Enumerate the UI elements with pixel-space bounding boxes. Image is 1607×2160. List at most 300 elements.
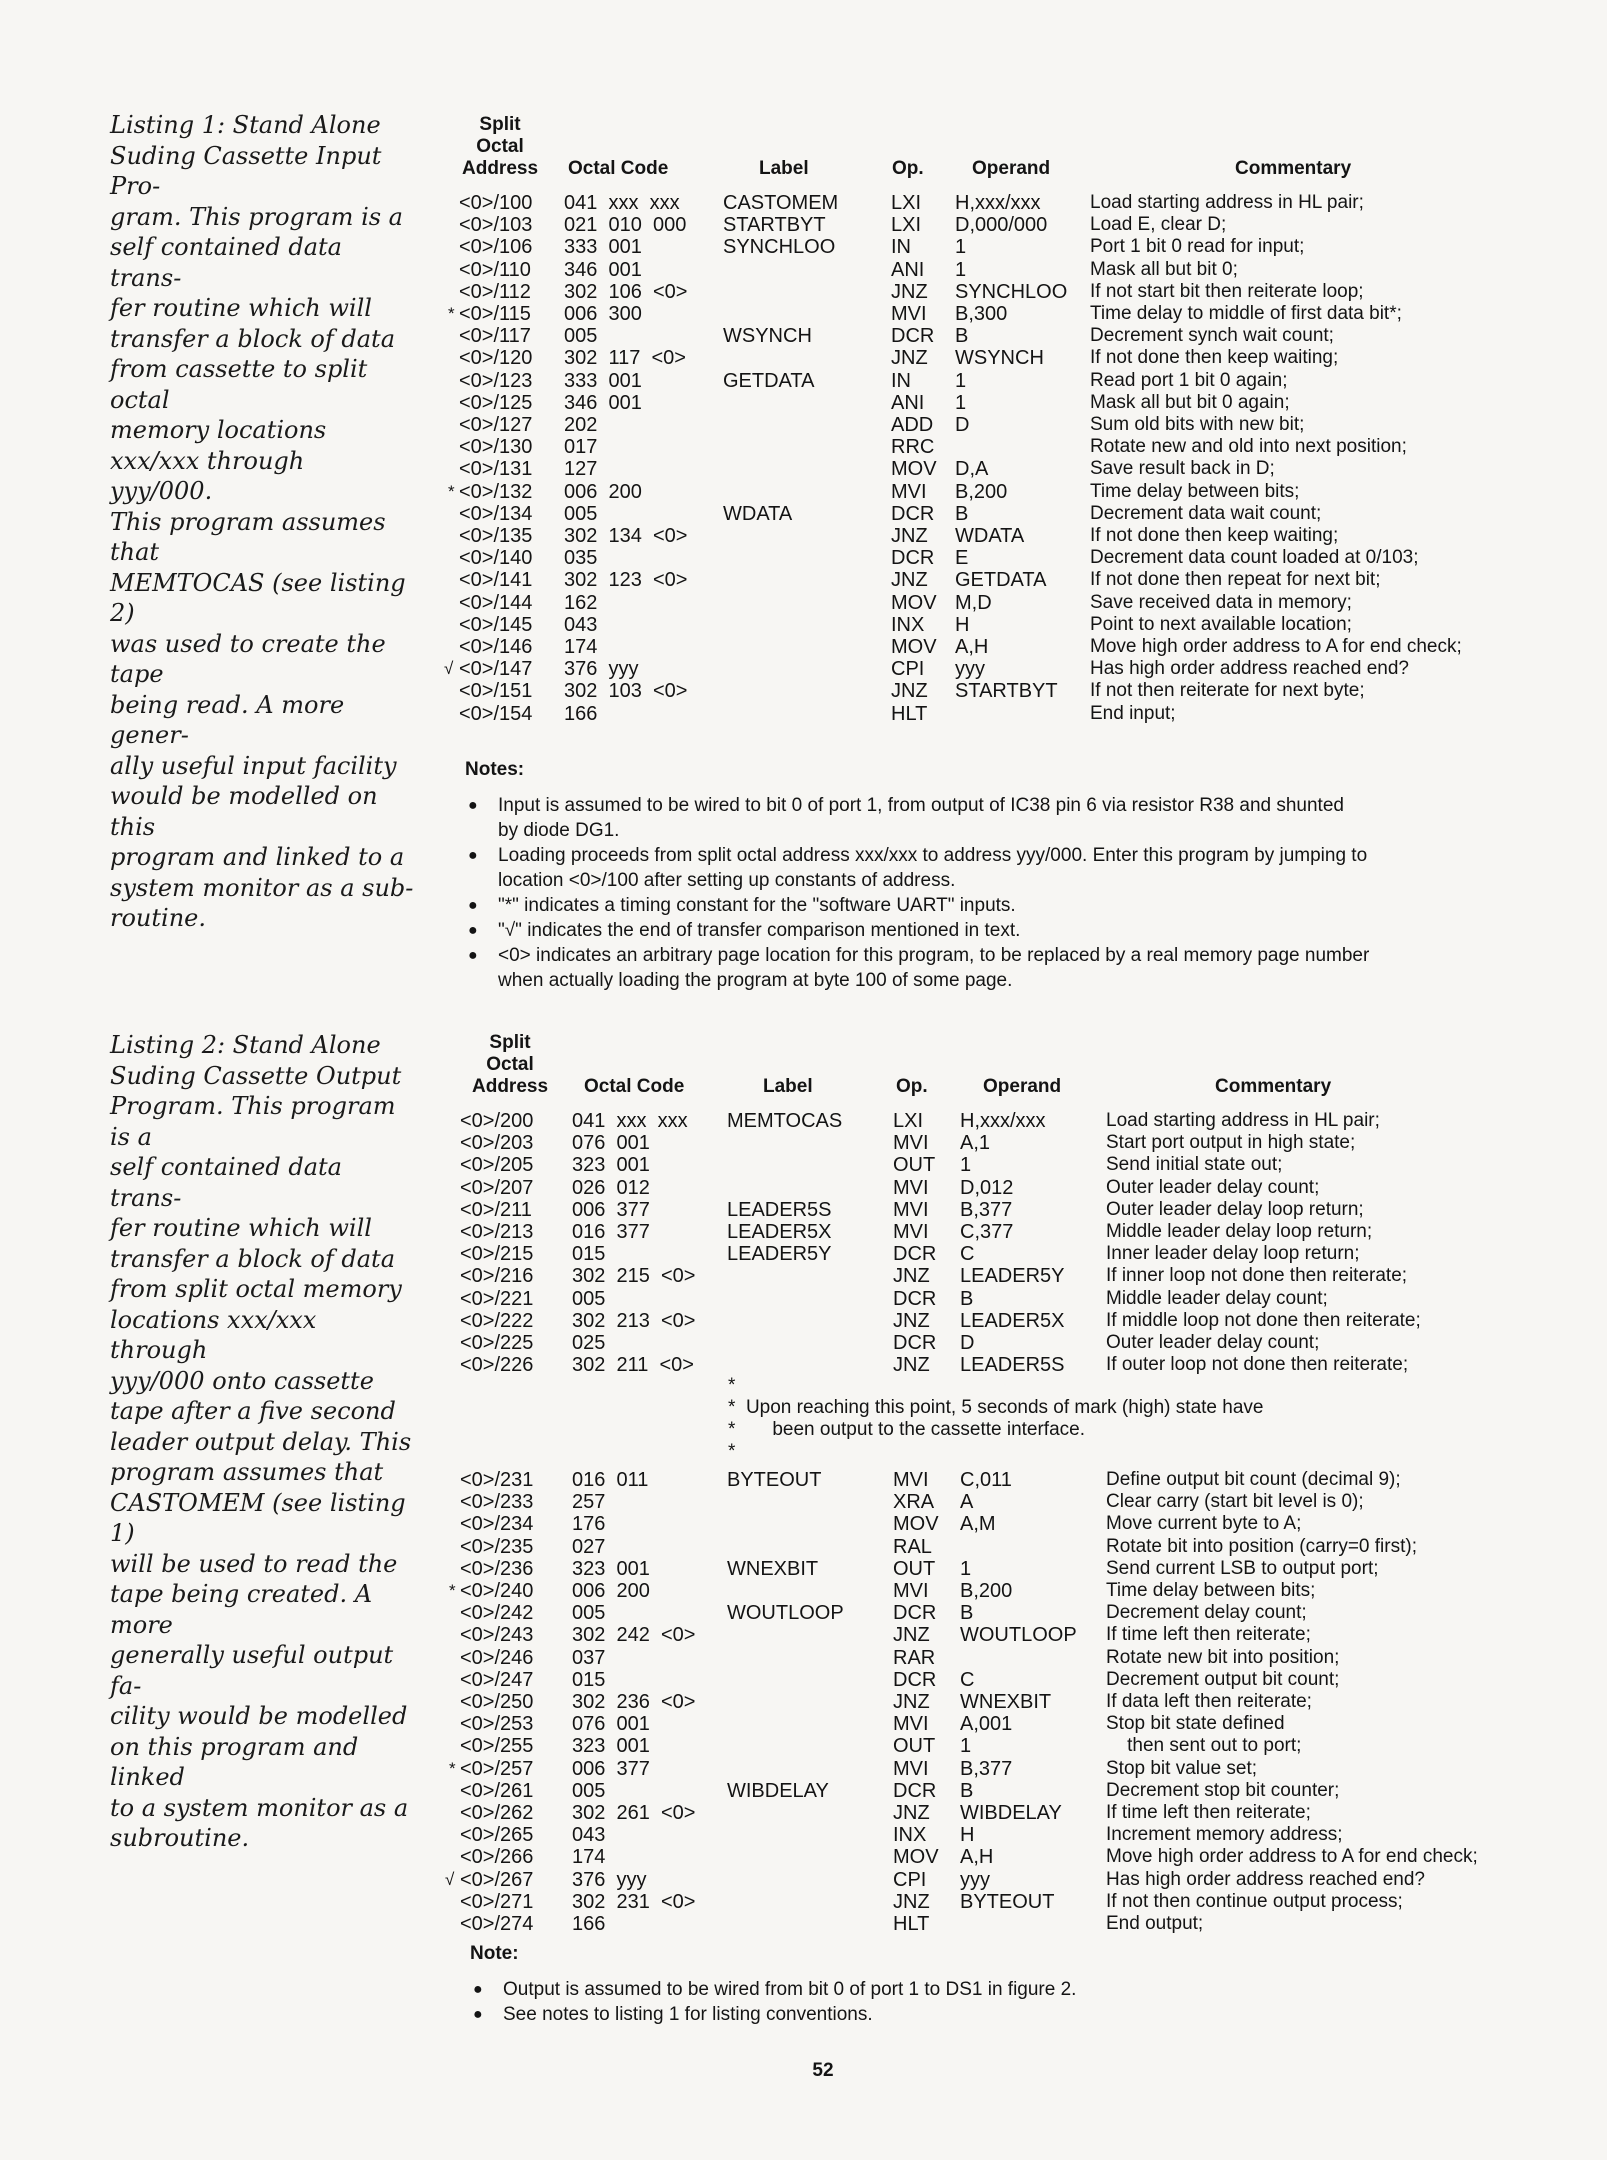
op-cell: MVI — [893, 1132, 929, 1155]
address-cell: <0>/226 — [460, 1354, 534, 1377]
note-text — [498, 843, 1367, 893]
commentary-cell: Move current byte to A; — [1106, 1513, 1302, 1535]
op-cell: DCR — [893, 1332, 937, 1354]
op-cell: JNZ — [891, 569, 928, 592]
bullet-icon: ● — [468, 897, 478, 914]
note-item — [473, 2002, 873, 2027]
address-cell: <0>/141 — [459, 569, 533, 592]
caption-line: was used to create the tape — [110, 629, 386, 688]
commentary-cell: End output; — [1106, 1913, 1204, 1934]
operand-cell: H,xxx/xxx — [960, 1110, 1046, 1132]
op-cell: OUT — [893, 1154, 936, 1177]
address-cell: <0>/240 — [460, 1580, 534, 1602]
octal-code-cell: 041 xxx xxx — [564, 192, 680, 214]
end-check-mark: √ — [444, 659, 454, 679]
address-cell: <0>/200 — [460, 1110, 534, 1132]
octal-code-cell: 302 211 <0> — [572, 1354, 694, 1377]
operand-cell: LEADER5S — [960, 1354, 1065, 1377]
operand-cell: C,377 — [960, 1221, 1014, 1243]
commentary-cell: If inner loop not done then reiterate; — [1106, 1265, 1408, 1287]
commentary-header: Commentary — [1235, 158, 1352, 179]
caption-line: Suding Cassette Input Pro- — [110, 141, 382, 200]
address-cell: <0>/132 — [459, 480, 533, 503]
commentary-cell: If not done then keep waiting; — [1090, 525, 1339, 546]
note-line: Loading proceeds from split octal address xxx/xxx to address yyy/000. Enter this program by jumping to — [498, 845, 1368, 866]
octal-code-cell: 166 — [572, 1913, 606, 1935]
op-cell: INX — [891, 613, 925, 636]
commentary-cell: Rotate bit into position (carry=0 first); — [1106, 1535, 1417, 1557]
label-cell: SYNCHLOO — [723, 236, 836, 259]
address-cell: <0>/261 — [460, 1779, 534, 1802]
operand-cell: WIBDELAY — [960, 1802, 1062, 1824]
address-cell: <0>/236 — [460, 1557, 534, 1580]
op-cell: HLT — [891, 702, 928, 725]
octal-code-cell: 015 — [572, 1243, 606, 1266]
octal-code-cell: 025 — [572, 1332, 606, 1354]
caption-line: on this program and linked — [110, 1732, 359, 1791]
op-cell: CPI — [893, 1868, 927, 1891]
bullet-icon: ● — [468, 922, 478, 939]
caption-line: Suding Cassette Output — [110, 1061, 402, 1090]
bullet-icon: ● — [468, 947, 478, 964]
op-cell: JNZ — [891, 525, 928, 547]
operand-cell: C,011 — [960, 1469, 1012, 1491]
caption-line: will be used to read the — [110, 1549, 398, 1578]
octal-code-cell: 006 200 — [564, 480, 642, 503]
op-cell: ANI — [891, 258, 925, 281]
address-cell: <0>/112 — [459, 280, 531, 303]
label-cell: WSYNCH — [723, 325, 812, 348]
op-cell: MVI — [893, 1469, 929, 1491]
address-cell: <0>/106 — [459, 236, 533, 259]
address-cell: <0>/246 — [460, 1646, 534, 1669]
op-cell: JNZ — [893, 1354, 930, 1377]
commentary-cell: Has high order address reached end? — [1090, 658, 1409, 680]
caption-line: tape being created. A more — [110, 1580, 373, 1639]
octal-code-cell: 006 200 — [572, 1580, 650, 1602]
op-cell: DCR — [891, 547, 935, 570]
label-cell: MEMTOCAS — [727, 1110, 843, 1132]
address-cell: <0>/131 — [459, 458, 533, 481]
operand-cell: 1 — [955, 258, 967, 281]
label-cell: WNEXBIT — [727, 1557, 819, 1580]
octal-code-cell: 005 — [564, 325, 598, 348]
interlude-line: * Upon reaching this point, 5 seconds of mark (high) state have — [728, 1397, 1264, 1418]
address-header-line: Split — [479, 114, 521, 135]
octal-code-cell: 302 117 <0> — [564, 347, 686, 370]
address-cell: <0>/255 — [460, 1735, 534, 1758]
operand-cell: 1 — [955, 236, 967, 259]
octal-code-cell: 006 300 — [564, 303, 642, 325]
address-cell: <0>/145 — [459, 613, 533, 636]
caption-line: tape after a five second — [110, 1397, 396, 1425]
operand-cell: B,200 — [960, 1580, 1013, 1602]
commentary-cell: Inner leader delay loop return; — [1106, 1243, 1360, 1265]
operand-cell: A,H — [955, 636, 989, 658]
operand-cell: WOUTLOOP — [960, 1624, 1077, 1647]
caption-line: yyy/000 onto cassette — [110, 1366, 374, 1395]
caption-line: leader output delay. This — [110, 1427, 412, 1456]
note-line: "*" indicates a timing constant for the "software UART" inputs. — [498, 895, 1016, 916]
operand-header: Operand — [972, 158, 1051, 179]
address-cell: <0>/147 — [459, 658, 533, 681]
note-text — [498, 943, 1369, 993]
label-cell: WOUTLOOP — [727, 1602, 844, 1625]
operand-cell: D — [955, 414, 970, 436]
bullet-icon: ● — [473, 2006, 483, 2023]
commentary-cell: Mask all but bit 0; — [1090, 258, 1238, 280]
op-cell: IN — [891, 236, 911, 259]
octal-code-cell: 323 001 — [572, 1557, 650, 1580]
octal-code-cell: 302 242 <0> — [572, 1624, 696, 1647]
octal-code-cell: 376 yyy — [572, 1868, 647, 1891]
address-cell: <0>/216 — [460, 1265, 534, 1288]
note-text — [503, 1977, 1076, 2002]
octal-code-cell: 302 231 <0> — [572, 1890, 696, 1913]
operand-cell: M,D — [955, 591, 992, 614]
op-cell: DCR — [891, 502, 935, 525]
commentary-cell: If not start bit then reiterate loop; — [1090, 280, 1364, 302]
commentary-cell: Send current LSB to output port; — [1106, 1557, 1379, 1579]
interlude-line: * — [728, 1375, 736, 1396]
operand-cell: A,M — [960, 1513, 996, 1536]
address-cell: <0>/215 — [460, 1243, 534, 1266]
octal-code-cell: 174 — [564, 636, 598, 658]
note-line: Input is assumed to be wired to bit 0 of port 1, from output of IC38 pin 6 via resistor R38 and shunted — [498, 795, 1344, 816]
commentary-cell: Save result back in D; — [1090, 458, 1275, 480]
octal-code-cell: 027 — [572, 1535, 606, 1558]
commentary-cell: Outer leader delay loop return; — [1106, 1198, 1364, 1220]
octal-code-cell: 037 — [572, 1646, 606, 1669]
caption-line: transfer a block of data — [110, 324, 396, 353]
address-cell: <0>/103 — [459, 214, 533, 237]
timing-constant-mark: * — [449, 1581, 456, 1600]
interlude-line: * — [728, 1441, 736, 1462]
op-cell: JNZ — [893, 1691, 930, 1713]
address-header — [462, 114, 538, 180]
label-cell: BYTEOUT — [727, 1469, 822, 1491]
octal-code-cell: 174 — [572, 1846, 606, 1869]
note-item — [473, 1977, 1077, 2002]
commentary-cell: Move high order address to A for end check; — [1090, 636, 1462, 657]
octal-code-cell: 076 001 — [572, 1132, 650, 1155]
op-cell: LXI — [893, 1110, 924, 1132]
commentary-cell: Load starting address in HL pair; — [1106, 1110, 1380, 1131]
octal-code-cell: 006 377 — [572, 1198, 650, 1221]
note-line: "√" indicates the end of transfer comparison mentioned in text. — [498, 920, 1021, 941]
address-header-line: Address — [472, 1076, 549, 1097]
operand-cell: H — [955, 613, 970, 636]
op-cell: INX — [893, 1824, 927, 1847]
op-cell: JNZ — [891, 280, 928, 303]
commentary-cell: Time delay between bits; — [1106, 1580, 1316, 1601]
commentary-cell: If not done then repeat for next bit; — [1090, 569, 1381, 591]
op-cell: DCR — [893, 1668, 937, 1691]
octal-code-cell: 127 — [564, 458, 598, 481]
octal-code-cell: 005 — [572, 1602, 606, 1625]
note-item — [468, 843, 1368, 893]
label-cell: LEADER5Y — [727, 1243, 832, 1266]
address-header-line: Octal — [476, 136, 524, 157]
commentary-cell: Middle leader delay count; — [1106, 1287, 1328, 1309]
listing-1-caption — [110, 110, 414, 934]
caption-line: from split octal memory — [110, 1275, 402, 1303]
address-cell: <0>/247 — [460, 1668, 534, 1691]
op-cell: CPI — [891, 658, 925, 681]
octal-code-cell: 021 010 000 — [564, 214, 687, 237]
operand-cell: STARTBYT — [955, 680, 1058, 703]
octal-code-cell: 166 — [564, 702, 598, 725]
op-cell: ADD — [891, 414, 934, 436]
operand-cell: B — [960, 1602, 974, 1625]
label-cell: WIBDELAY — [727, 1779, 829, 1802]
caption-line: would be modelled on this — [110, 782, 378, 841]
commentary-cell: Time delay to middle of first data bit*; — [1090, 303, 1402, 324]
address-cell: <0>/265 — [460, 1824, 534, 1847]
commentary-cell: Decrement output bit count; — [1106, 1668, 1340, 1690]
caption-line: locations xxx/xxx through — [110, 1305, 317, 1364]
octal-code-cell: 016 011 — [572, 1469, 649, 1491]
operand-cell: LEADER5Y — [960, 1265, 1065, 1288]
label-cell: WDATA — [723, 502, 793, 525]
caption-line: transfer a block of data — [110, 1244, 396, 1273]
note-line: location <0>/100 after setting up constants of address. — [498, 870, 956, 891]
operand-cell: 1 — [960, 1735, 972, 1758]
address-cell: <0>/207 — [460, 1176, 534, 1199]
caption-line: subroutine. — [110, 1824, 250, 1852]
address-cell: <0>/154 — [459, 702, 533, 725]
address-cell: <0>/100 — [459, 192, 533, 214]
address-cell: <0>/222 — [460, 1309, 534, 1332]
commentary-cell: Port 1 bit 0 read for input; — [1090, 236, 1305, 258]
octal-code-cell: 333 001 — [564, 236, 642, 259]
commentary-cell: Load E, clear D; — [1090, 214, 1227, 236]
address-cell: <0>/151 — [459, 680, 533, 703]
commentary-cell: Time delay between bits; — [1090, 480, 1300, 502]
op-cell: MVI — [891, 303, 927, 325]
operand-cell: B — [955, 502, 969, 525]
address-cell: <0>/242 — [460, 1602, 534, 1625]
commentary-cell: Point to next available location; — [1090, 613, 1352, 635]
address-cell: <0>/125 — [459, 391, 533, 414]
octal-code-cell: 376 yyy — [564, 658, 639, 681]
op-cell: JNZ — [893, 1624, 930, 1647]
label-cell: LEADER5X — [727, 1221, 832, 1243]
address-cell: <0>/250 — [460, 1691, 534, 1713]
caption-line: Listing 1: Stand Alone — [110, 111, 381, 139]
operand-cell: B — [960, 1287, 974, 1310]
operand-cell: C — [960, 1668, 975, 1691]
operand-cell: B,200 — [955, 480, 1008, 503]
commentary-cell: Save received data in memory; — [1090, 591, 1352, 613]
address-cell: <0>/115 — [459, 303, 531, 325]
note-line: by diode DG1. — [498, 820, 620, 841]
label-cell: STARTBYT — [723, 214, 826, 237]
op-cell: LXI — [891, 214, 922, 237]
octal-code-cell: 257 — [572, 1491, 606, 1514]
address-cell: <0>/130 — [459, 436, 533, 459]
operand-cell: 1 — [955, 391, 967, 414]
octal-code-cell: 006 377 — [572, 1757, 650, 1780]
address-cell: <0>/127 — [459, 414, 533, 436]
commentary-cell: Load starting address in HL pair; — [1090, 192, 1364, 213]
commentary-cell: Decrement stop bit counter; — [1106, 1779, 1340, 1801]
bullet-icon: ● — [468, 847, 478, 864]
label-header: Label — [763, 1076, 813, 1097]
caption-line: fer routine which will — [110, 1214, 372, 1242]
op-cell: JNZ — [893, 1890, 930, 1913]
commentary-cell: If not then continue output process; — [1106, 1890, 1403, 1912]
note-text — [498, 893, 1016, 918]
caption-line: to a system monitor as a — [110, 1793, 409, 1822]
note-line: See notes to listing 1 for listing conventions. — [503, 2004, 873, 2025]
commentary-cell: Read port 1 bit 0 again; — [1090, 369, 1288, 391]
commentary-cell: Rotate new bit into position; — [1106, 1646, 1340, 1668]
commentary-cell: Has high order address reached end? — [1106, 1868, 1425, 1890]
op-header: Op. — [892, 158, 924, 179]
address-cell: <0>/267 — [460, 1868, 534, 1891]
op-cell: IN — [891, 369, 911, 392]
operand-cell: A,001 — [960, 1713, 1013, 1736]
octal-code-cell: 162 — [564, 591, 598, 614]
commentary-cell: Stop bit value set; — [1106, 1757, 1258, 1779]
operand-cell: 1 — [960, 1557, 972, 1580]
op-cell: DCR — [893, 1243, 937, 1266]
operand-cell: B — [960, 1779, 974, 1802]
note-text — [503, 2002, 873, 2027]
octal-code-cell: 302 236 <0> — [572, 1691, 696, 1713]
address-cell: <0>/234 — [460, 1513, 534, 1536]
address-cell: <0>/120 — [459, 347, 533, 370]
octal-code-cell: 043 — [564, 613, 598, 636]
octal-code-cell: 202 — [564, 414, 598, 436]
op-cell: MVI — [893, 1221, 929, 1243]
commentary-cell: Sum old bits with new bit; — [1090, 414, 1305, 435]
op-cell: JNZ — [893, 1265, 930, 1288]
op-cell: MOV — [893, 1846, 939, 1869]
commentary-cell: If not then reiterate for next byte; — [1090, 680, 1365, 702]
operand-cell: GETDATA — [955, 569, 1047, 592]
caption-line: system monitor as a sub- — [110, 873, 414, 902]
octal-code-cell: 302 213 <0> — [572, 1309, 696, 1332]
octal-code-cell: 323 001 — [572, 1735, 650, 1758]
note-line: Output is assumed to be wired from bit 0 of port 1 to DS1 in figure 2. — [503, 1979, 1077, 2000]
commentary-cell: Stop bit state defined — [1106, 1713, 1285, 1735]
commentary-cell: Move high order address to A for end check; — [1106, 1846, 1478, 1868]
listing-2-notes-title: Note: — [470, 1943, 519, 1964]
caption-line: being read. A more gener- — [110, 690, 345, 749]
op-cell: OUT — [893, 1735, 936, 1758]
caption-line: Program. This program is a — [110, 1092, 396, 1151]
op-cell: JNZ — [893, 1802, 930, 1824]
commentary-cell: Decrement data wait count; — [1090, 502, 1322, 524]
commentary-cell: Decrement synch wait count; — [1090, 325, 1334, 347]
octal-code-header: Octal Code — [568, 158, 669, 179]
address-cell: <0>/266 — [460, 1846, 534, 1869]
operand-cell: H — [960, 1824, 975, 1847]
octal-code-cell: 005 — [564, 502, 598, 525]
address-cell: <0>/271 — [460, 1890, 534, 1913]
operand-cell: A,H — [960, 1846, 994, 1869]
op-cell: JNZ — [891, 347, 928, 370]
commentary-cell: Send initial state out; — [1106, 1154, 1283, 1176]
timing-constant-mark: * — [448, 304, 455, 323]
commentary-cell: Middle leader delay loop return; — [1106, 1221, 1373, 1242]
commentary-cell: Decrement data count loaded at 0/103; — [1090, 547, 1419, 569]
address-cell: <0>/211 — [460, 1198, 532, 1221]
octal-code-cell: 041 xxx xxx — [572, 1110, 688, 1132]
end-check-mark: √ — [445, 1869, 455, 1889]
operand-cell: yyy — [960, 1868, 990, 1891]
address-cell: <0>/243 — [460, 1624, 534, 1647]
caption-line: self contained data trans- — [110, 1153, 342, 1212]
operand-cell: D,000/000 — [955, 214, 1048, 237]
octal-code-cell: 176 — [572, 1513, 606, 1536]
commentary-cell: If outer loop not done then reiterate; — [1106, 1354, 1409, 1376]
listing-2-caption — [110, 1030, 414, 1854]
commentary-cell: If time left then reiterate; — [1106, 1624, 1311, 1646]
operand-cell: D,A — [955, 458, 989, 481]
note-item — [468, 893, 1016, 918]
op-cell: DCR — [893, 1602, 937, 1625]
caption-line: CASTOMEM (see listing 1) — [110, 1488, 406, 1547]
operand-cell: WNEXBIT — [960, 1691, 1052, 1713]
note-line: when actually loading the program at byte 100 of some page. — [498, 970, 1013, 991]
operand-cell: B — [955, 325, 969, 348]
address-cell: <0>/123 — [459, 369, 533, 392]
octal-code-cell: 333 001 — [564, 369, 642, 392]
commentary-cell: Clear carry (start bit level is 0); — [1106, 1491, 1364, 1513]
address-cell: <0>/134 — [459, 502, 533, 525]
op-cell: DCR — [893, 1779, 937, 1802]
octal-code-cell: 323 001 — [572, 1154, 650, 1177]
caption-line: program assumes that — [110, 1458, 384, 1486]
op-cell: DCR — [891, 325, 935, 348]
commentary-cell: If data left then reiterate; — [1106, 1691, 1312, 1712]
octal-code-header: Octal Code — [584, 1076, 685, 1097]
caption-line: Listing 2: Stand Alone — [110, 1031, 381, 1059]
caption-line: generally useful output fa- — [110, 1641, 394, 1700]
address-cell: <0>/221 — [460, 1287, 534, 1310]
label-cell: CASTOMEM — [723, 192, 839, 214]
commentary-cell: Outer leader delay count; — [1106, 1176, 1320, 1198]
address-cell: <0>/146 — [459, 636, 533, 658]
commentary-cell: If not done then keep waiting; — [1090, 347, 1339, 369]
op-cell: LXI — [891, 192, 922, 214]
address-cell: <0>/117 — [459, 325, 531, 348]
interlude-line: * been output to the cassette interface. — [728, 1419, 1086, 1440]
note-item — [468, 918, 1021, 943]
caption-line: cility would be modelled — [110, 1702, 408, 1730]
caption-line: xxx/xxx through yyy/000. — [110, 446, 305, 505]
op-cell: MOV — [891, 636, 937, 658]
address-cell: <0>/144 — [459, 591, 533, 614]
operand-cell: B,377 — [960, 1198, 1013, 1221]
op-cell: RAL — [893, 1535, 932, 1558]
caption-line: routine. — [110, 904, 206, 932]
octal-code-cell: 302 106 <0> — [564, 280, 688, 303]
caption-line: gram. This program is a — [110, 202, 403, 231]
caption-line: fer routine which will — [110, 294, 372, 322]
operand-cell: D — [960, 1332, 975, 1354]
octal-code-cell: 302 123 <0> — [564, 569, 688, 592]
address-cell: <0>/235 — [460, 1535, 534, 1558]
operand-cell: A,1 — [960, 1132, 991, 1155]
caption-line: This program assumes that — [110, 507, 386, 566]
address-cell: <0>/135 — [459, 525, 533, 547]
note-item — [468, 943, 1370, 993]
commentary-cell: Mask all but bit 0 again; — [1090, 391, 1290, 413]
